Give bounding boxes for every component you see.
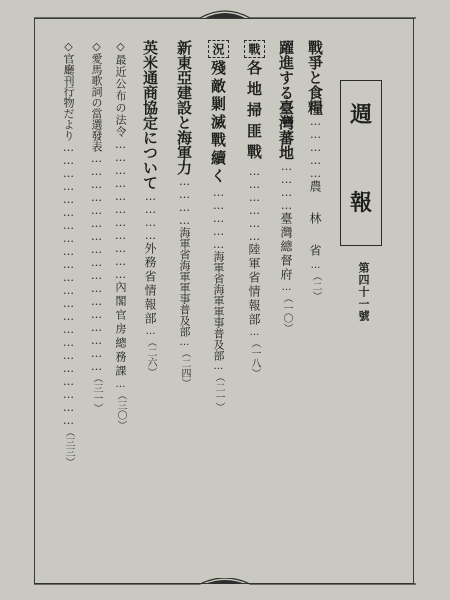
entry-leader: …………… xyxy=(309,115,322,180)
section-tag-war: 戰 xyxy=(244,40,265,58)
entry-title: ◇愛馬歌詞の當選發表 xyxy=(90,40,103,152)
toc-entry[interactable] xyxy=(112,40,128,430)
entry-title: 新東亞建設と海軍力 xyxy=(175,40,193,175)
entry-source: 農 林 省 xyxy=(308,180,322,260)
entry-source: 外務省情報部 xyxy=(143,242,157,326)
entry-page: （三一） xyxy=(91,373,102,413)
entry-leader: …………………………… xyxy=(114,138,127,281)
entry-leader: …………… xyxy=(212,186,225,251)
section-tag-situation: 況 xyxy=(208,40,229,58)
toc-entry[interactable] xyxy=(140,40,161,377)
entry-page: …（二六） xyxy=(145,326,156,377)
bottom-mountain-ornament xyxy=(0,578,450,598)
entry-leader: ……………… xyxy=(248,165,261,243)
masthead-char-2: 報 xyxy=(349,190,372,216)
entry-page: …（二一） xyxy=(213,361,224,412)
entry-title: ◇官廳刊行物だより xyxy=(62,40,75,141)
toc-entry[interactable] xyxy=(276,40,297,333)
toc-entry[interactable] xyxy=(88,40,104,413)
masthead-char-1: 週 xyxy=(349,102,372,128)
entry-source: 臺灣總督府 xyxy=(279,212,293,282)
entry-page: …（一〇） xyxy=(281,282,292,333)
entry-title: 殘敵剿滅戰續く xyxy=(209,60,227,186)
entry-source: 內閣官房總務課 xyxy=(114,281,127,379)
toc-entry[interactable] xyxy=(244,40,265,378)
toc-entry[interactable] xyxy=(208,40,229,412)
entry-title: ◇最近公布の法令 xyxy=(114,40,127,138)
entry-leader: ………… xyxy=(280,160,293,212)
entry-leader: …………………………………………… xyxy=(90,152,103,373)
entry-leader: ………… xyxy=(178,175,191,227)
entry-title: 躍進する臺灣蕃地 xyxy=(277,40,295,160)
entry-source: 海軍省海軍軍事普及部 xyxy=(212,251,225,361)
entry-page: …（一八） xyxy=(249,327,260,378)
entry-page: …（二） xyxy=(310,260,321,301)
entry-title: 英米通商協定について xyxy=(141,40,159,190)
entry-title: 各地掃匪戰 xyxy=(245,60,263,165)
entry-page: …（二四） xyxy=(179,337,190,388)
toc-entry[interactable] xyxy=(305,40,326,301)
top-mountain-ornament xyxy=(0,0,450,20)
entry-source: 陸軍省情報部 xyxy=(247,243,261,327)
entry-leader: ………… xyxy=(144,190,157,242)
issue-number: 第四十一號 xyxy=(357,262,370,322)
toc-entry[interactable] xyxy=(174,40,195,388)
entry-leader: ………………………………………………………… xyxy=(62,141,75,427)
entry-title: 戰爭と食糧 xyxy=(306,40,324,115)
entry-page: …（三〇） xyxy=(115,379,126,430)
toc-entry[interactable] xyxy=(60,40,76,467)
entry-page: （三三） xyxy=(63,427,74,467)
entry-source: 海軍省海軍軍事普及部 xyxy=(178,227,191,337)
